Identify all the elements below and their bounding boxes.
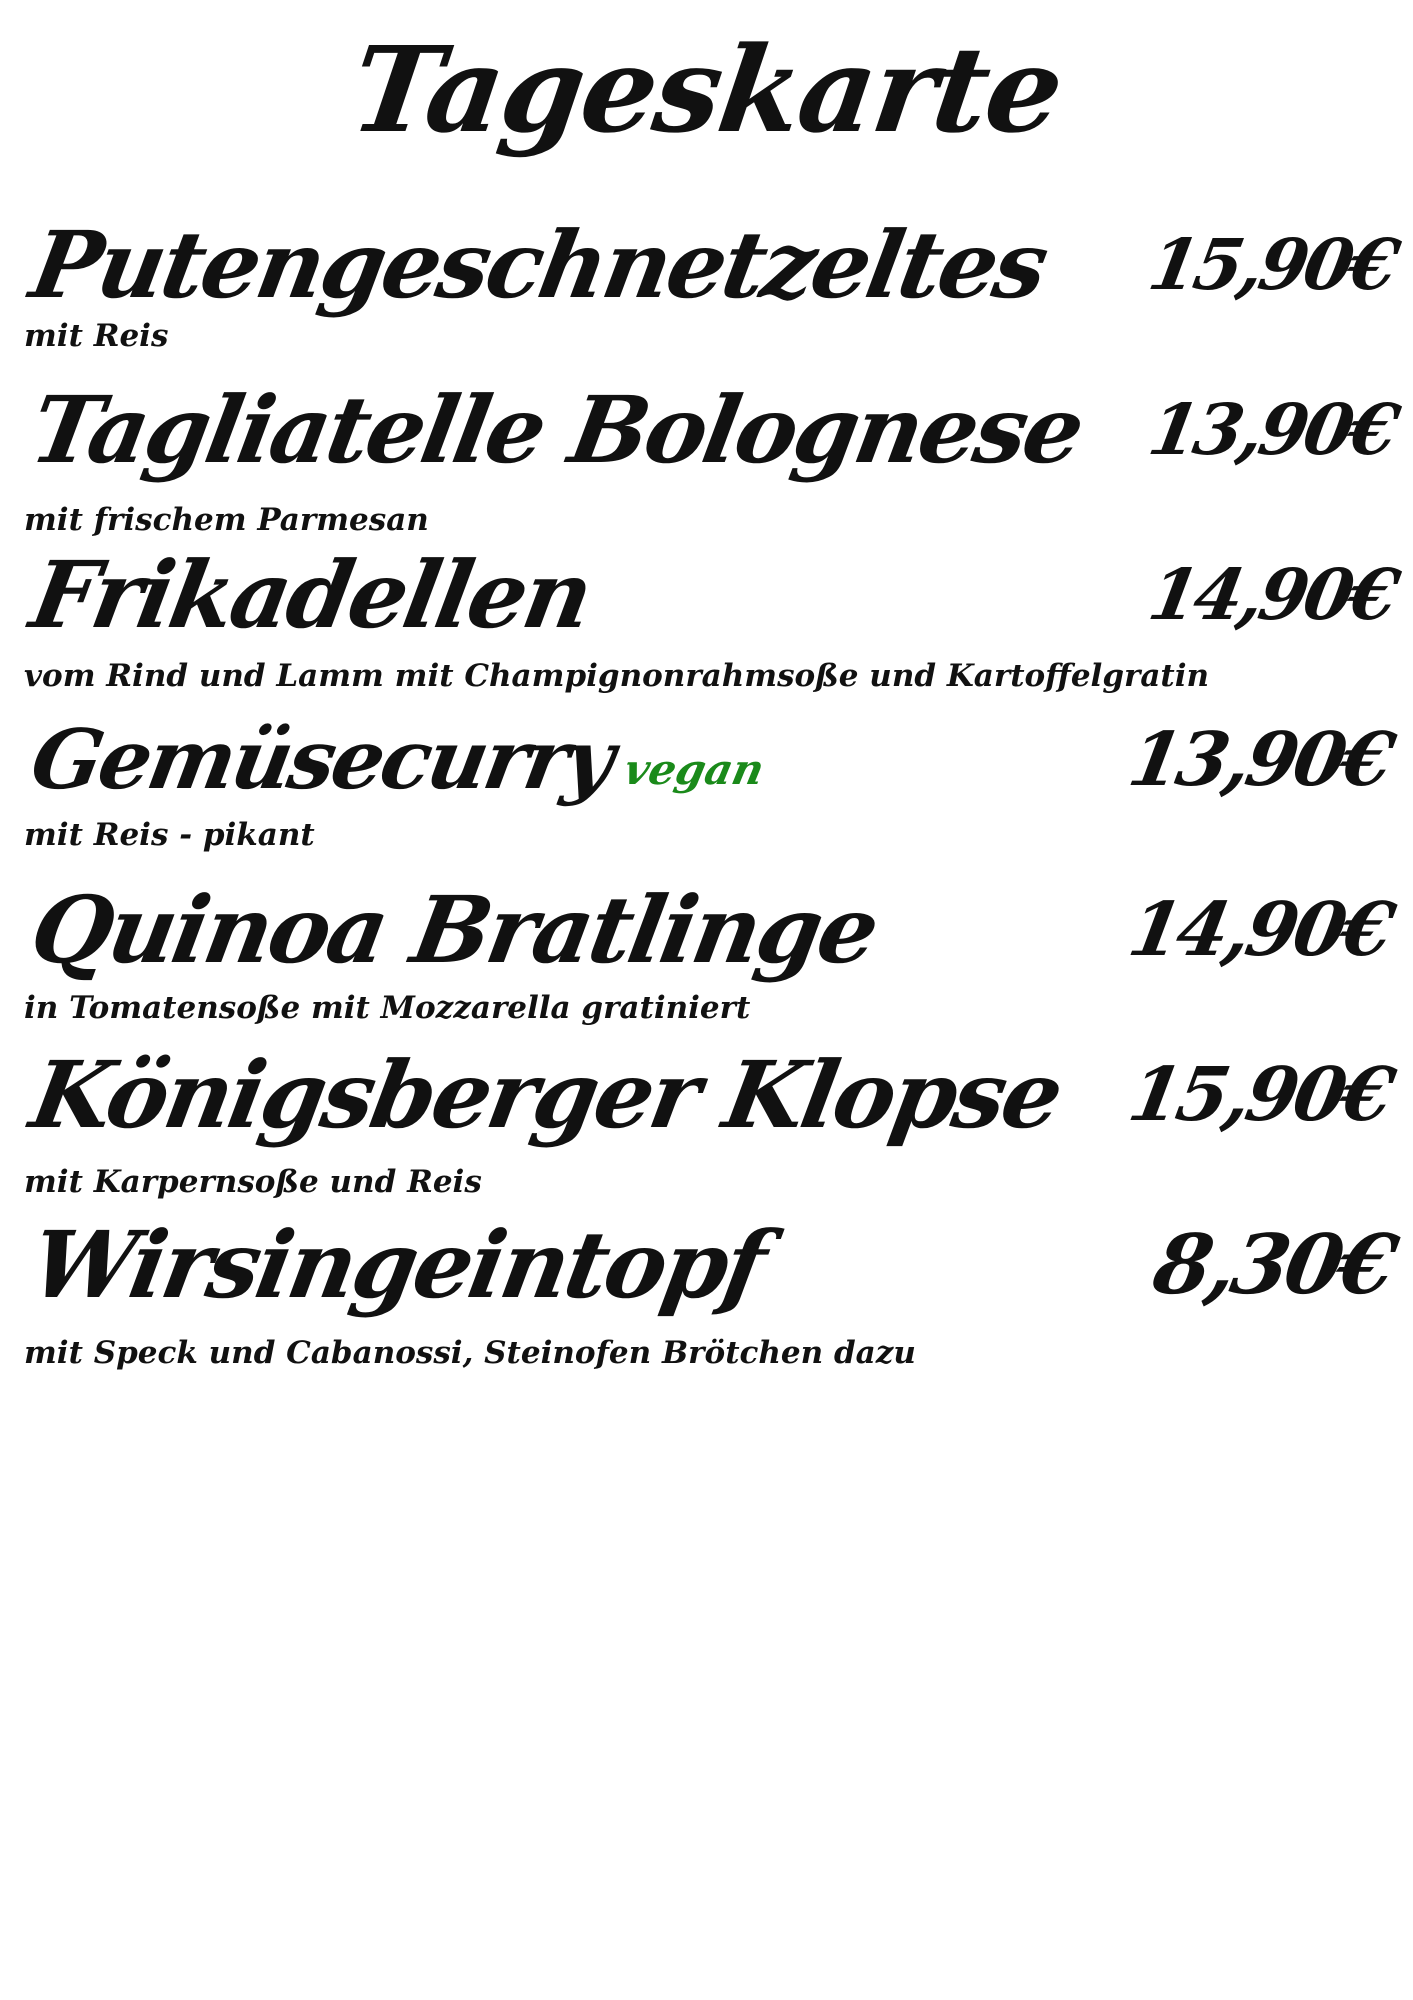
dish-description: mit Speck und Cabanossi, Steinofen Brötchen dazu: [24, 1335, 916, 1371]
dish-description: in Tomatensoße mit Mozzarella gratiniert: [24, 990, 751, 1026]
dish-description: mit Reis: [24, 318, 169, 354]
dish-price: 14,90€: [1142, 553, 1402, 636]
menu-title: Tageskarte: [343, 20, 1070, 159]
dish-price: 15,90€: [1142, 223, 1402, 306]
dish-name: Tagliatelle Bolognese: [23, 376, 1090, 484]
dish-price: 14,90€: [1122, 887, 1397, 973]
dish-description: mit Karpernsoße und Reis: [24, 1164, 482, 1200]
dish-price: 15,90€: [1122, 1052, 1397, 1138]
dish-name: Frikadellen: [23, 541, 598, 649]
dish-name: Königsberger Klopse: [23, 1041, 1069, 1149]
dish-description: mit Reis - pikant: [24, 817, 315, 853]
vegan-badge: vegan: [619, 745, 769, 794]
dish-price: 13,90€: [1122, 717, 1397, 803]
dish-name: Putengeschnetzeltes: [23, 211, 1054, 319]
dish-name: Wirsingeintopf: [23, 1211, 772, 1319]
dish-description: vom Rind und Lamm mit Champignonrahmsoße und Kartoffelgratin: [24, 658, 1210, 694]
dish-name: Quinoa Bratlinge: [23, 876, 885, 984]
dish-name: Gemüsecurry: [24, 712, 619, 808]
dish-price: 8,30€: [1146, 1217, 1401, 1313]
dish-price: 13,90€: [1142, 388, 1402, 471]
dish-description: mit frischem Parmesan: [24, 502, 429, 538]
